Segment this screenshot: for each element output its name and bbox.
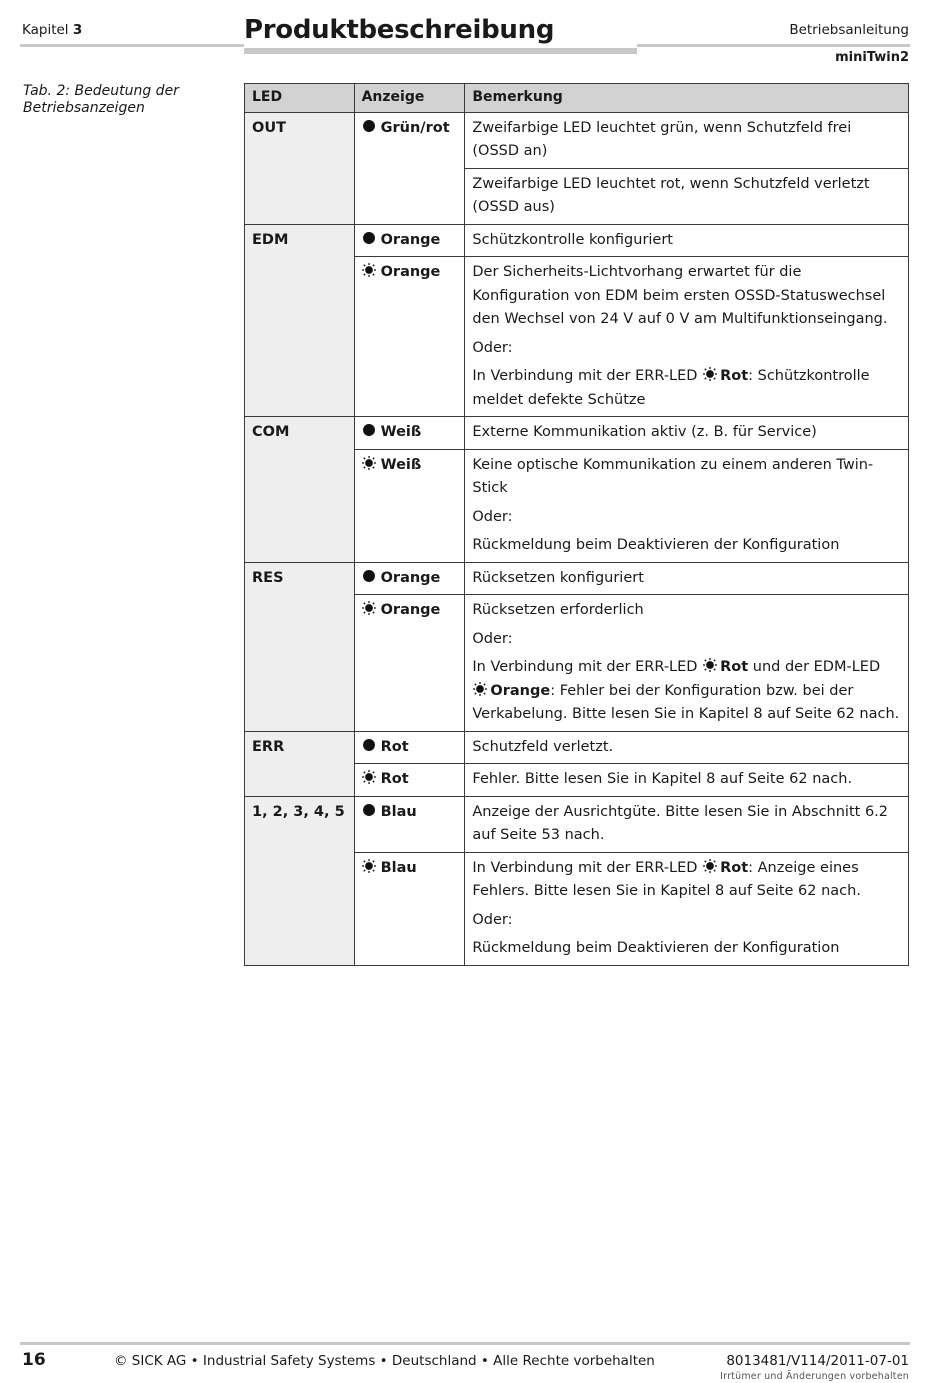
remark-cell: [465, 595, 909, 732]
header-rule-left: [20, 44, 244, 47]
remark-paragraph: Anzeige der Ausrichtgüte. Bitte lesen Sie in Abschnitt 6.2 auf Seite 53 nach.: [472, 803, 888, 843]
remark-cell: [465, 224, 909, 257]
doc-type: Betriebsanleitung: [789, 22, 909, 38]
indicator-color: Weiß: [380, 456, 422, 473]
remark-emphasis: Rot: [720, 659, 749, 675]
indicator-cell: [354, 796, 465, 852]
remark-paragraph: Oder:: [472, 630, 513, 647]
remark-paragraph: Zweifarbige LED leuchtet rot, wenn Schutzfeld verletzt (OSSD aus): [472, 175, 870, 215]
remark-text: In Verbindung mit der ERR-LED: [472, 659, 703, 675]
led-flashing-icon: [362, 263, 376, 277]
indicator-color: Grün/rot: [380, 119, 450, 136]
page-number: 16: [22, 1350, 46, 1370]
indicator-cell: [354, 112, 465, 224]
led-flashing-icon: [703, 658, 717, 672]
indicator-color: Weiß: [380, 424, 422, 440]
chapter-number: 3: [72, 22, 83, 38]
document-id: 8013481/V114/2011-07-01: [726, 1353, 909, 1369]
remark-paragraph: Oder:: [472, 508, 513, 525]
indicator-cell: [354, 449, 465, 562]
remark-paragraph: Schützkontrolle konfiguriert: [472, 231, 673, 248]
led-on-icon: [362, 423, 376, 437]
remark-cell: [465, 562, 909, 595]
led-on-icon: [362, 231, 376, 245]
remark-paragraph: [472, 857, 901, 904]
header-rule-right: [637, 44, 910, 47]
led-name-cell: 1, 2, 3, 4, 5: [245, 796, 355, 965]
remark-paragraph: Oder:: [472, 339, 513, 356]
led-on-icon: [362, 119, 376, 133]
chapter-label: [22, 22, 82, 38]
remark-paragraph: Rücksetzen erforderlich: [472, 602, 644, 618]
table-row: [245, 562, 909, 595]
header-bemerkung: Bemerkung: [465, 84, 909, 113]
led-on-icon: [362, 569, 376, 583]
indicator-color: Rot: [380, 738, 409, 755]
remark-cell: [465, 764, 909, 797]
indicator-cell: [354, 224, 465, 257]
indicator-color: Orange: [380, 231, 441, 248]
chapter-word: Kapitel: [22, 22, 69, 38]
table-header-row: [245, 84, 909, 113]
indicator-color: Orange: [380, 569, 441, 586]
table-body: [245, 112, 909, 965]
remark-cell: [465, 112, 909, 168]
table-row: [245, 731, 909, 764]
remark-cell: [465, 852, 909, 965]
remark-paragraph: Keine optische Kommunikation zu einem anderen Twin-Stick: [472, 456, 874, 496]
remark-paragraph: Externe Kommunikation aktiv (z. B. für Service): [472, 424, 817, 440]
remark-cell: [465, 417, 909, 450]
indicator-cell: [354, 764, 465, 797]
table-row: [245, 224, 909, 257]
indicator-cell: [354, 417, 465, 450]
header-rule-title: [244, 48, 637, 54]
indicator-cell: [354, 731, 465, 764]
led-flashing-icon: [473, 682, 487, 696]
led-name-cell: RES: [245, 562, 355, 731]
indicator-color: Blau: [380, 859, 417, 876]
disclaimer-note: Irrtümer und Änderungen vorbehalten: [720, 1371, 909, 1382]
footer-rule: [20, 1342, 910, 1345]
remark-paragraph: [472, 656, 901, 727]
remark-paragraph: [472, 365, 901, 412]
remark-paragraph: Der Sicherheits-Lichtvorhang erwartet für die Konfiguration von EDM beim ersten OSSD-Statuswechsel den Wechsel von 24 V auf 0 V am Multifunktionseingang.: [472, 264, 888, 327]
table-caption: Tab. 2: Bedeutung der Betriebsanzeigen: [23, 83, 179, 116]
led-flashing-icon: [703, 859, 717, 873]
indicator-cell: [354, 852, 465, 965]
led-on-icon: [362, 803, 376, 817]
table-row: [245, 112, 909, 168]
led-flashing-icon: [362, 601, 376, 615]
indicator-cell: [354, 595, 465, 732]
product-name: miniTwin2: [835, 50, 909, 65]
led-name-cell: EDM: [245, 224, 355, 417]
remark-text: : Schützkontrolle meldet defekte Schütze: [472, 368, 870, 408]
led-flashing-icon: [362, 770, 376, 784]
remark-paragraph: Rückmeldung beim Deaktivieren der Konfiguration: [472, 940, 840, 956]
remark-text: und der EDM-LED: [748, 659, 881, 675]
indicator-color: Orange: [380, 602, 441, 618]
table-row: [245, 417, 909, 450]
led-meaning-table: [244, 83, 909, 966]
indicator-cell: [354, 562, 465, 595]
indicator-cell: [354, 257, 465, 417]
led-flashing-icon: [362, 456, 376, 470]
remark-cell: [465, 796, 909, 852]
remark-cell: [465, 168, 909, 224]
led-on-icon: [362, 738, 376, 752]
remark-emphasis: Orange: [490, 682, 551, 699]
indicator-color: Orange: [380, 264, 441, 280]
remark-text: In Verbindung mit der ERR-LED: [472, 368, 703, 384]
remark-cell: [465, 257, 909, 417]
copyright-text: © SICK AG • Industrial Safety Systems • Deutschland • Alle Rechte vorbehalten: [114, 1353, 655, 1369]
remark-text: : Fehler bei der Konfiguration bzw. bei der Verkabelung. Bitte lesen Sie in Kapitel 8 auf Seite 62 nach.: [472, 682, 900, 722]
remark-paragraph: Oder:: [472, 911, 513, 928]
led-flashing-icon: [362, 859, 376, 873]
remark-cell: [465, 449, 909, 562]
page-title: Produktbeschreibung: [244, 15, 555, 45]
remark-paragraph: Schutzfeld verletzt.: [472, 738, 614, 755]
table-row: [245, 796, 909, 852]
indicator-color: Blau: [380, 803, 417, 820]
led-name-cell: ERR: [245, 731, 355, 796]
header-anzeige: Anzeige: [354, 84, 465, 113]
led-flashing-icon: [703, 367, 717, 381]
remark-paragraph: Rücksetzen konfiguriert: [472, 569, 644, 586]
remark-cell: [465, 731, 909, 764]
header-led: LED: [245, 84, 355, 113]
remark-text: In Verbindung mit der ERR-LED: [472, 859, 703, 876]
led-name-cell: COM: [245, 417, 355, 563]
remark-emphasis: Rot: [720, 859, 749, 876]
indicator-color: Rot: [380, 771, 409, 787]
remark-text: : Anzeige eines Fehlers. Bitte lesen Sie in Kapitel 8 auf Seite 62 nach.: [472, 859, 861, 899]
remark-paragraph: Rückmeldung beim Deaktivieren der Konfiguration: [472, 537, 840, 553]
remark-paragraph: Zweifarbige LED leuchtet grün, wenn Schutzfeld frei (OSSD an): [472, 119, 852, 159]
remark-emphasis: Rot: [720, 368, 749, 384]
led-name-cell: OUT: [245, 112, 355, 224]
remark-paragraph: Fehler. Bitte lesen Sie in Kapitel 8 auf Seite 62 nach.: [472, 771, 853, 787]
